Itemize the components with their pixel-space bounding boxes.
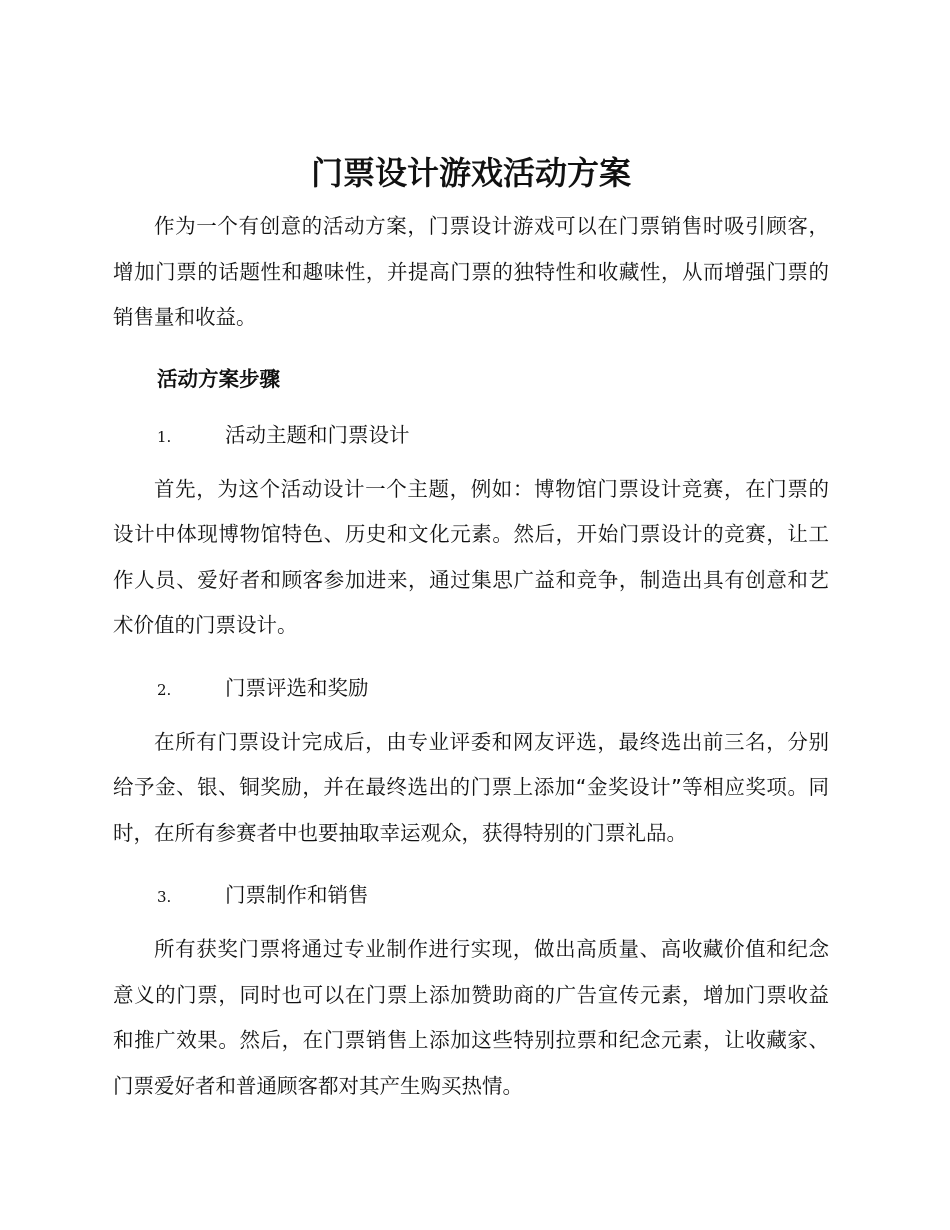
step-heading-3	[113, 878, 829, 914]
step-number: 3.	[157, 888, 172, 906]
step-heading-1	[113, 418, 829, 454]
step-title: 活动主题和门票设计	[225, 422, 410, 447]
intro-paragraph: 作为一个有创意的活动方案，门票设计游戏可以在门票销售时吸引顾客，增加门票的话题性和趣味性，并提高门票的独特性和收藏性，从而增强门票的销售量和收益。	[113, 214, 829, 329]
step-title: 门票制作和销售	[225, 883, 369, 907]
document-title: 门票设计游戏活动方案	[310, 154, 631, 192]
step-heading-2	[113, 671, 829, 707]
step-body-2: 在所有门票设计完成后，由专业评委和网友评选，最终选出前三名，分别给予金、银、铜奖励，并在最终选出的门票上添加“金奖设计”等相应奖项。同时，在所有参赛者中也要抽取幸运观众，获得特别的门票礼品。	[113, 729, 829, 845]
document-body	[113, 150, 829, 1109]
section-heading: 活动方案步骤	[157, 366, 280, 391]
step-body-1: 首先，为这个活动设计一个主题，例如：博物馆门票设计竞赛，在门票的设计中体现博物馆特色、历史和文化元素。然后，开始门票设计的竞赛，让工作人员、爱好者和顾客参加进来，通过集思广益和竞争，制造出具有创意和艺术价值的门票设计。	[113, 476, 829, 637]
step-body-3: 所有获奖门票将通过专业制作进行实现，做出高质量、高收藏价值和纪念意义的门票，同时也可以在门票上添加赞助商的广告宣传元素，增加门票收益和推广效果。然后，在门票销售上添加这些特别拉票和纪念元素，让收藏家、门票爱好者和普通顾客都对其产生购买热情。	[113, 937, 829, 1098]
step-number: 2.	[157, 680, 172, 699]
step-title: 门票评选和奖励	[225, 675, 369, 700]
step-number: 1.	[157, 427, 172, 446]
